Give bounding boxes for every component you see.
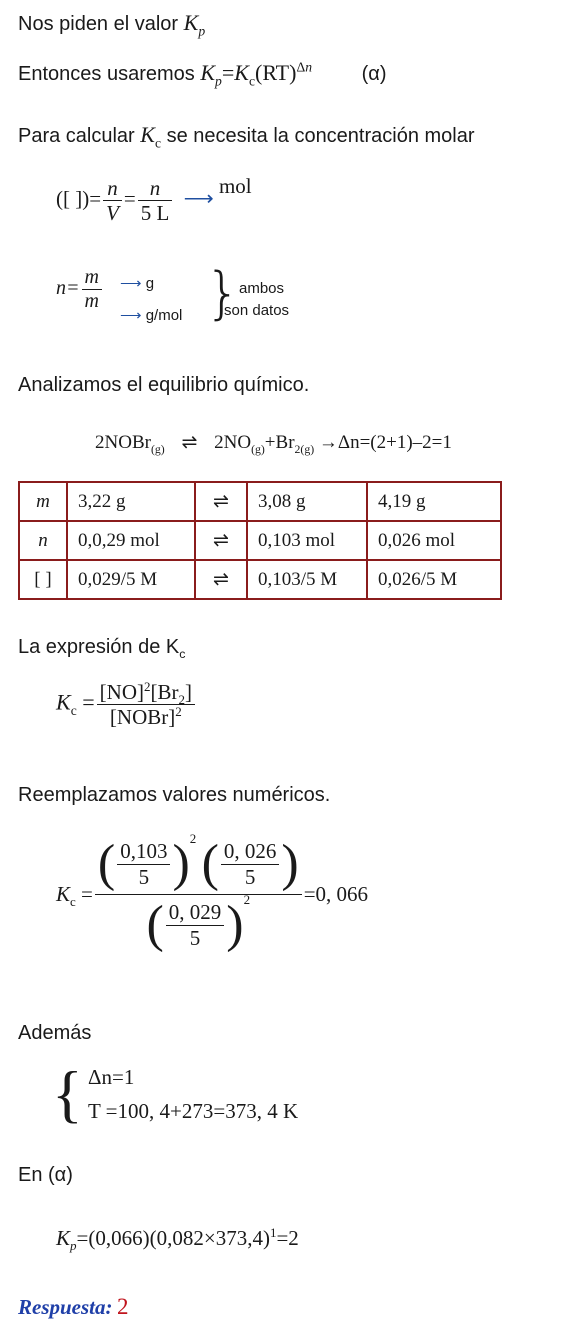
en-alpha-heading: En (α) <box>18 1164 73 1186</box>
moles-formula <box>56 266 104 313</box>
analyze-heading: Analizamos el equilibrio químico. <box>18 374 310 396</box>
given-note <box>224 278 289 322</box>
conc-n: n <box>103 176 122 201</box>
unit-gmol: g/mol <box>145 307 183 324</box>
kc-value-b: 0, 026 <box>221 839 280 864</box>
conc-mol: mol <box>218 174 252 199</box>
expression-label: La expresión de K <box>18 636 180 658</box>
answer <box>18 1294 128 1320</box>
kc-numeric: $K_c$ = ( $\frac{0,103}{5}$ )$^2$ ( $\frac{0, 026}{5}$ ) ( $\frac{0, 029}{5}$ )$^2$ =0, 066 <box>56 830 369 953</box>
reactant: 2NOBr <box>95 432 151 453</box>
table-cell: 0,0,29 mol <box>67 521 195 560</box>
table-cell: 3,08 g <box>247 482 367 521</box>
kc-value-c: 0, 029 <box>166 900 225 925</box>
product-no: 2NO <box>214 432 252 453</box>
equilibrium-arrow-icon: ⇌ <box>195 521 247 560</box>
table-cell: 0,026/5 M <box>367 560 501 599</box>
right-brace-icon: } <box>205 261 241 326</box>
line-3-text: Para calcular <box>18 125 141 147</box>
equilibrium-table <box>18 481 502 600</box>
kc-five: 5 <box>189 925 201 950</box>
note-ambos: ambos <box>239 280 285 297</box>
expression-heading: La expresión de $K_c$ <box>18 636 186 661</box>
kc-symbol: $K_c$ <box>140 122 162 151</box>
concentration-formula: ([ ])= $\frac{n}{V}$ = $\frac{n}{5 L}$ ⟶ mol <box>56 174 252 226</box>
kp-symbol: $K_p$ <box>183 10 206 39</box>
replace-heading: Reemplazamos valores numéricos. <box>18 784 331 806</box>
delta-n-value: Δn=1 <box>87 1065 135 1089</box>
molar-mass-unit <box>120 306 182 324</box>
kp-expression: =(0,066)(0,082×373,4) <box>76 1226 270 1250</box>
conc-5l: 5 L <box>140 201 170 226</box>
left-brace-icon: { <box>52 1058 83 1129</box>
table-cell: 0,026 mol <box>367 521 501 560</box>
kp-result: =2 <box>276 1226 299 1250</box>
given-system <box>52 1060 298 1128</box>
n-mass: m <box>82 266 102 290</box>
equilibrium-arrow-icon: ⇌ <box>181 432 198 453</box>
table-row <box>19 521 501 560</box>
conc-n-2: n <box>138 176 173 201</box>
line-2-text: Entonces usaremos <box>18 63 201 85</box>
alpha-label: (α) <box>361 63 387 85</box>
delta-n: Δn=(2+1)–2=1 <box>337 432 452 453</box>
n-molar-mass: m <box>84 290 99 312</box>
note-son-datos: son datos <box>224 302 290 319</box>
kc-den-nobr: [NOBr] <box>109 705 176 730</box>
kp-kc-relation: $K_p=K_c(RT)^{\Delta n}$ <box>200 59 313 89</box>
table-row <box>19 482 501 521</box>
table-cell: 0,103 mol <box>247 521 367 560</box>
answer-value: 2 <box>116 1294 129 1319</box>
table-row <box>19 560 501 599</box>
kc-expression: $K_c$ = $\frac{[NO]^2[Br_2]}{[NOBr]^2}$ <box>56 680 197 729</box>
equilibrium-arrow-icon: ⇌ <box>195 482 247 521</box>
equilibrium-arrow-icon: ⇌ <box>195 560 247 599</box>
table-cell: 0,103/5 M <box>247 560 367 599</box>
arrow-icon: ⟶ <box>183 186 214 211</box>
arrow-icon: ⟶ <box>120 307 142 324</box>
answer-label: Respuesta: <box>18 1295 113 1319</box>
table-cell: 4,19 g <box>367 482 501 521</box>
product-br: Br <box>275 432 295 453</box>
conc-v: V <box>106 201 119 226</box>
row-label: n <box>19 521 67 560</box>
conc-lhs: ([ ])= <box>56 186 102 211</box>
table-cell: 0,029/5 M <box>67 560 195 599</box>
mass-unit <box>120 274 154 292</box>
arrow-icon: → <box>318 432 338 453</box>
line-3-rest: se necesita la concentración molar <box>161 125 475 147</box>
line-1-text: Nos piden el valor <box>18 13 184 35</box>
line-1 <box>18 10 206 39</box>
row-label: [ ] <box>19 560 67 599</box>
n-lhs: n= <box>56 277 80 300</box>
kp-calculation: $K_p=(0,066)(0,082\times 373,4)^1=2$ <box>56 1225 299 1254</box>
kc-num-br: [Br <box>150 680 179 704</box>
kc-five: 5 <box>138 864 150 889</box>
kc-num-no: [NO] <box>99 680 144 704</box>
line-3 <box>18 122 475 151</box>
temperature-value: T =100, 4+273=373, 4 K <box>87 1099 299 1123</box>
line-2 <box>18 59 387 89</box>
row-label: m <box>19 482 67 521</box>
arrow-icon: ⟶ <box>120 275 142 292</box>
ademas-heading: Además <box>18 1022 92 1044</box>
unit-g: g <box>145 275 155 292</box>
kc-five: 5 <box>244 864 256 889</box>
kc-result: =0, 066 <box>303 882 369 906</box>
kc-value-a: 0,103 <box>117 839 170 864</box>
reaction-equation: 2NOBr$_{(g)}$ ⇌ $2NO_{(g)}+Br_{2(g)} \to\Delta n=(2+1)-2=1$ <box>95 432 452 456</box>
table-cell: 3,22 g <box>67 482 195 521</box>
